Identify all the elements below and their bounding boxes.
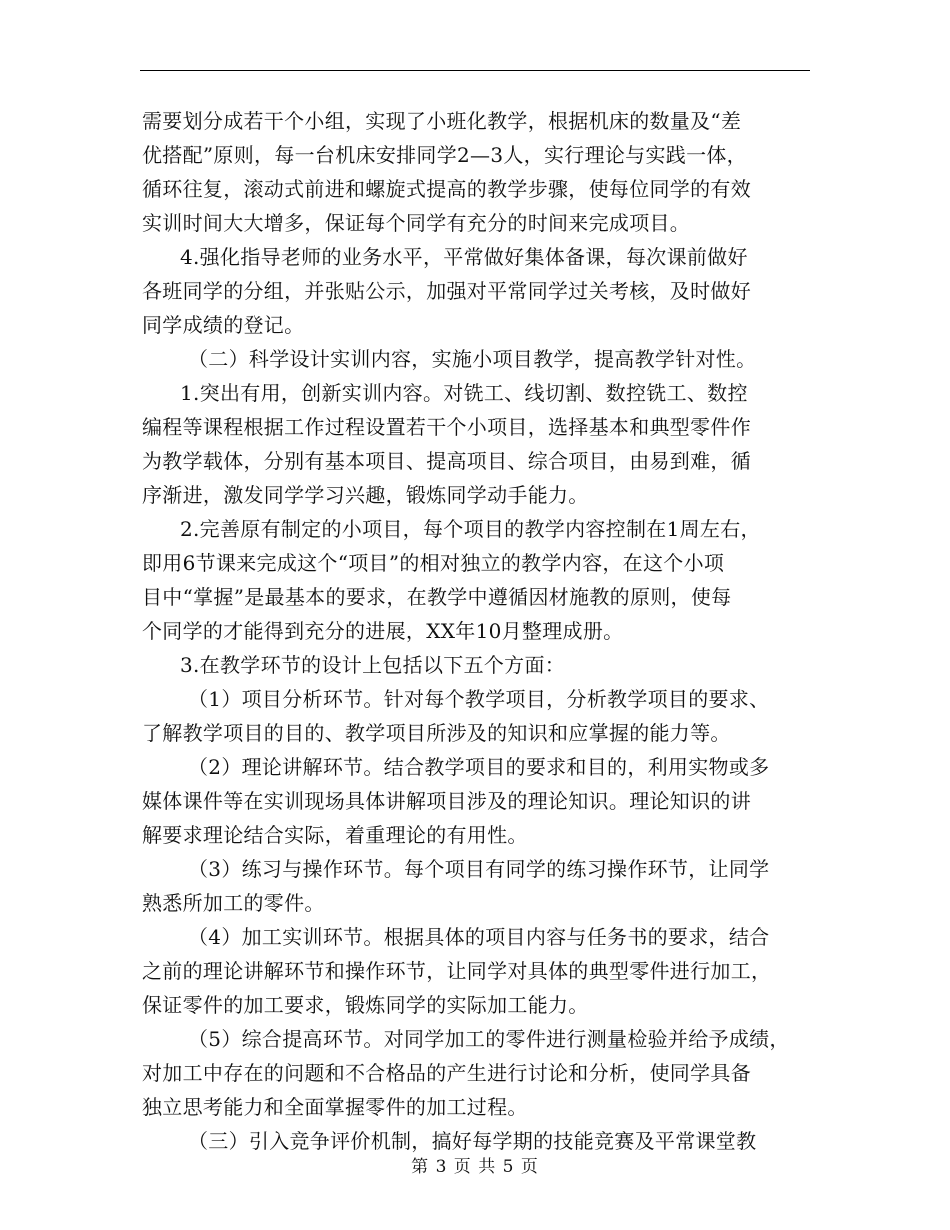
text-line: 循环往复，滚动式前进和螺旋式提高的教学步骤，使每位同学的有效 [142,177,751,201]
text-line: 即用6节课来完成这个“项目”的相对独立的教学内容，在这个小项 [142,551,725,575]
document-body [142,104,810,1158]
section-heading: （三）引入竞争评价机制，搞好每学期的技能竞赛及平常课堂教 [188,1129,757,1153]
text-line: 之前的理论讲解环节和操作环节，让同学对具体的典型零件进行加工， [142,959,772,983]
text-line: 了解教学项目的目的、教学项目所涉及的知识和应掌握的能力等。 [142,721,731,745]
paragraph-start-line: 4.强化指导老师的业务水平，平常做好集体备课，每次课前做好 [180,245,748,269]
page-number-footer: 第 3 页 共 5 页 [411,1157,539,1177]
list-item-start-line: （2）理论讲解环节。结合教学项目的要求和目的，利用实物或多 [188,755,770,779]
list-item-start-line: （1）项目分析环节。针对每个教学项目，分析教学项目的要求、 [188,687,770,711]
text-line: 目中“掌握”是最基本的要求，在教学中遵循因材施教的原则，使每 [142,585,732,609]
list-item-start-line: （3）练习与操作环节。每个项目有同学的练习操作环节，让同学 [188,857,770,881]
header-rule [140,70,810,71]
section-heading: （二）科学设计实训内容，实施小项目教学，提高教学针对性。 [188,347,757,371]
list-item-start-line: （5）综合提高环节。对同学加工的零件进行测量检验并给予成绩， [188,1027,790,1051]
paragraph-start-line: 1.突出有用，创新实训内容。对铣工、线切割、数控铣工、数控 [180,381,748,405]
text-line: 对加工中存在的问题和不合格品的产生进行讨论和分析，使同学具备 [142,1061,751,1085]
text-line: 独立思考能力和全面掌握零件的加工过程。 [142,1095,528,1119]
text-line: 媒体课件等在实训现场具体讲解项目涉及的理论知识。理论知识的讲 [142,789,751,813]
paragraph-start-line: 3.在教学环节的设计上包括以下五个方面： [180,653,566,677]
text-line: 编程等课程根据工作过程设置若干个小项目，选择基本和典型零件作 [142,415,751,439]
text-line: 解要求理论结合实际，着重理论的有用性。 [142,823,528,847]
text-line: 熟悉所加工的零件。 [142,891,325,915]
text-line: 实训时间大大增多，保证每个同学有充分的时间来完成项目。 [142,211,691,235]
text-line: 需要划分成若干个小组，实现了小班化教学，根据机床的数量及“差 [142,109,742,133]
list-item-start-line: （4）加工实训环节。根据具体的项目内容与任务书的要求，结合 [188,925,770,949]
text-line: 保证零件的加工要求，锻炼同学的实际加工能力。 [142,993,589,1017]
text-line: 个同学的才能得到充分的进展，XX年10月整理成册。 [142,619,624,643]
text-line: 优搭配”原则，每一台机床安排同学2—3人，实行理论与实践一体， [142,143,747,167]
paragraph-start-line: 2.完善原有制定的小项目，每个项目的教学内容控制在1周左右， [180,517,761,541]
text-line: 为教学载体，分别有基本项目、提高项目、综合项目，由易到难，循 [142,449,751,473]
text-line: 序渐进，激发同学学习兴趣，锻炼同学动手能力。 [142,483,589,507]
text-line: 同学成绩的登记。 [142,313,305,337]
text-line: 各班同学的分组，并张贴公示，加强对平常同学过关考核，及时做好 [142,279,751,303]
